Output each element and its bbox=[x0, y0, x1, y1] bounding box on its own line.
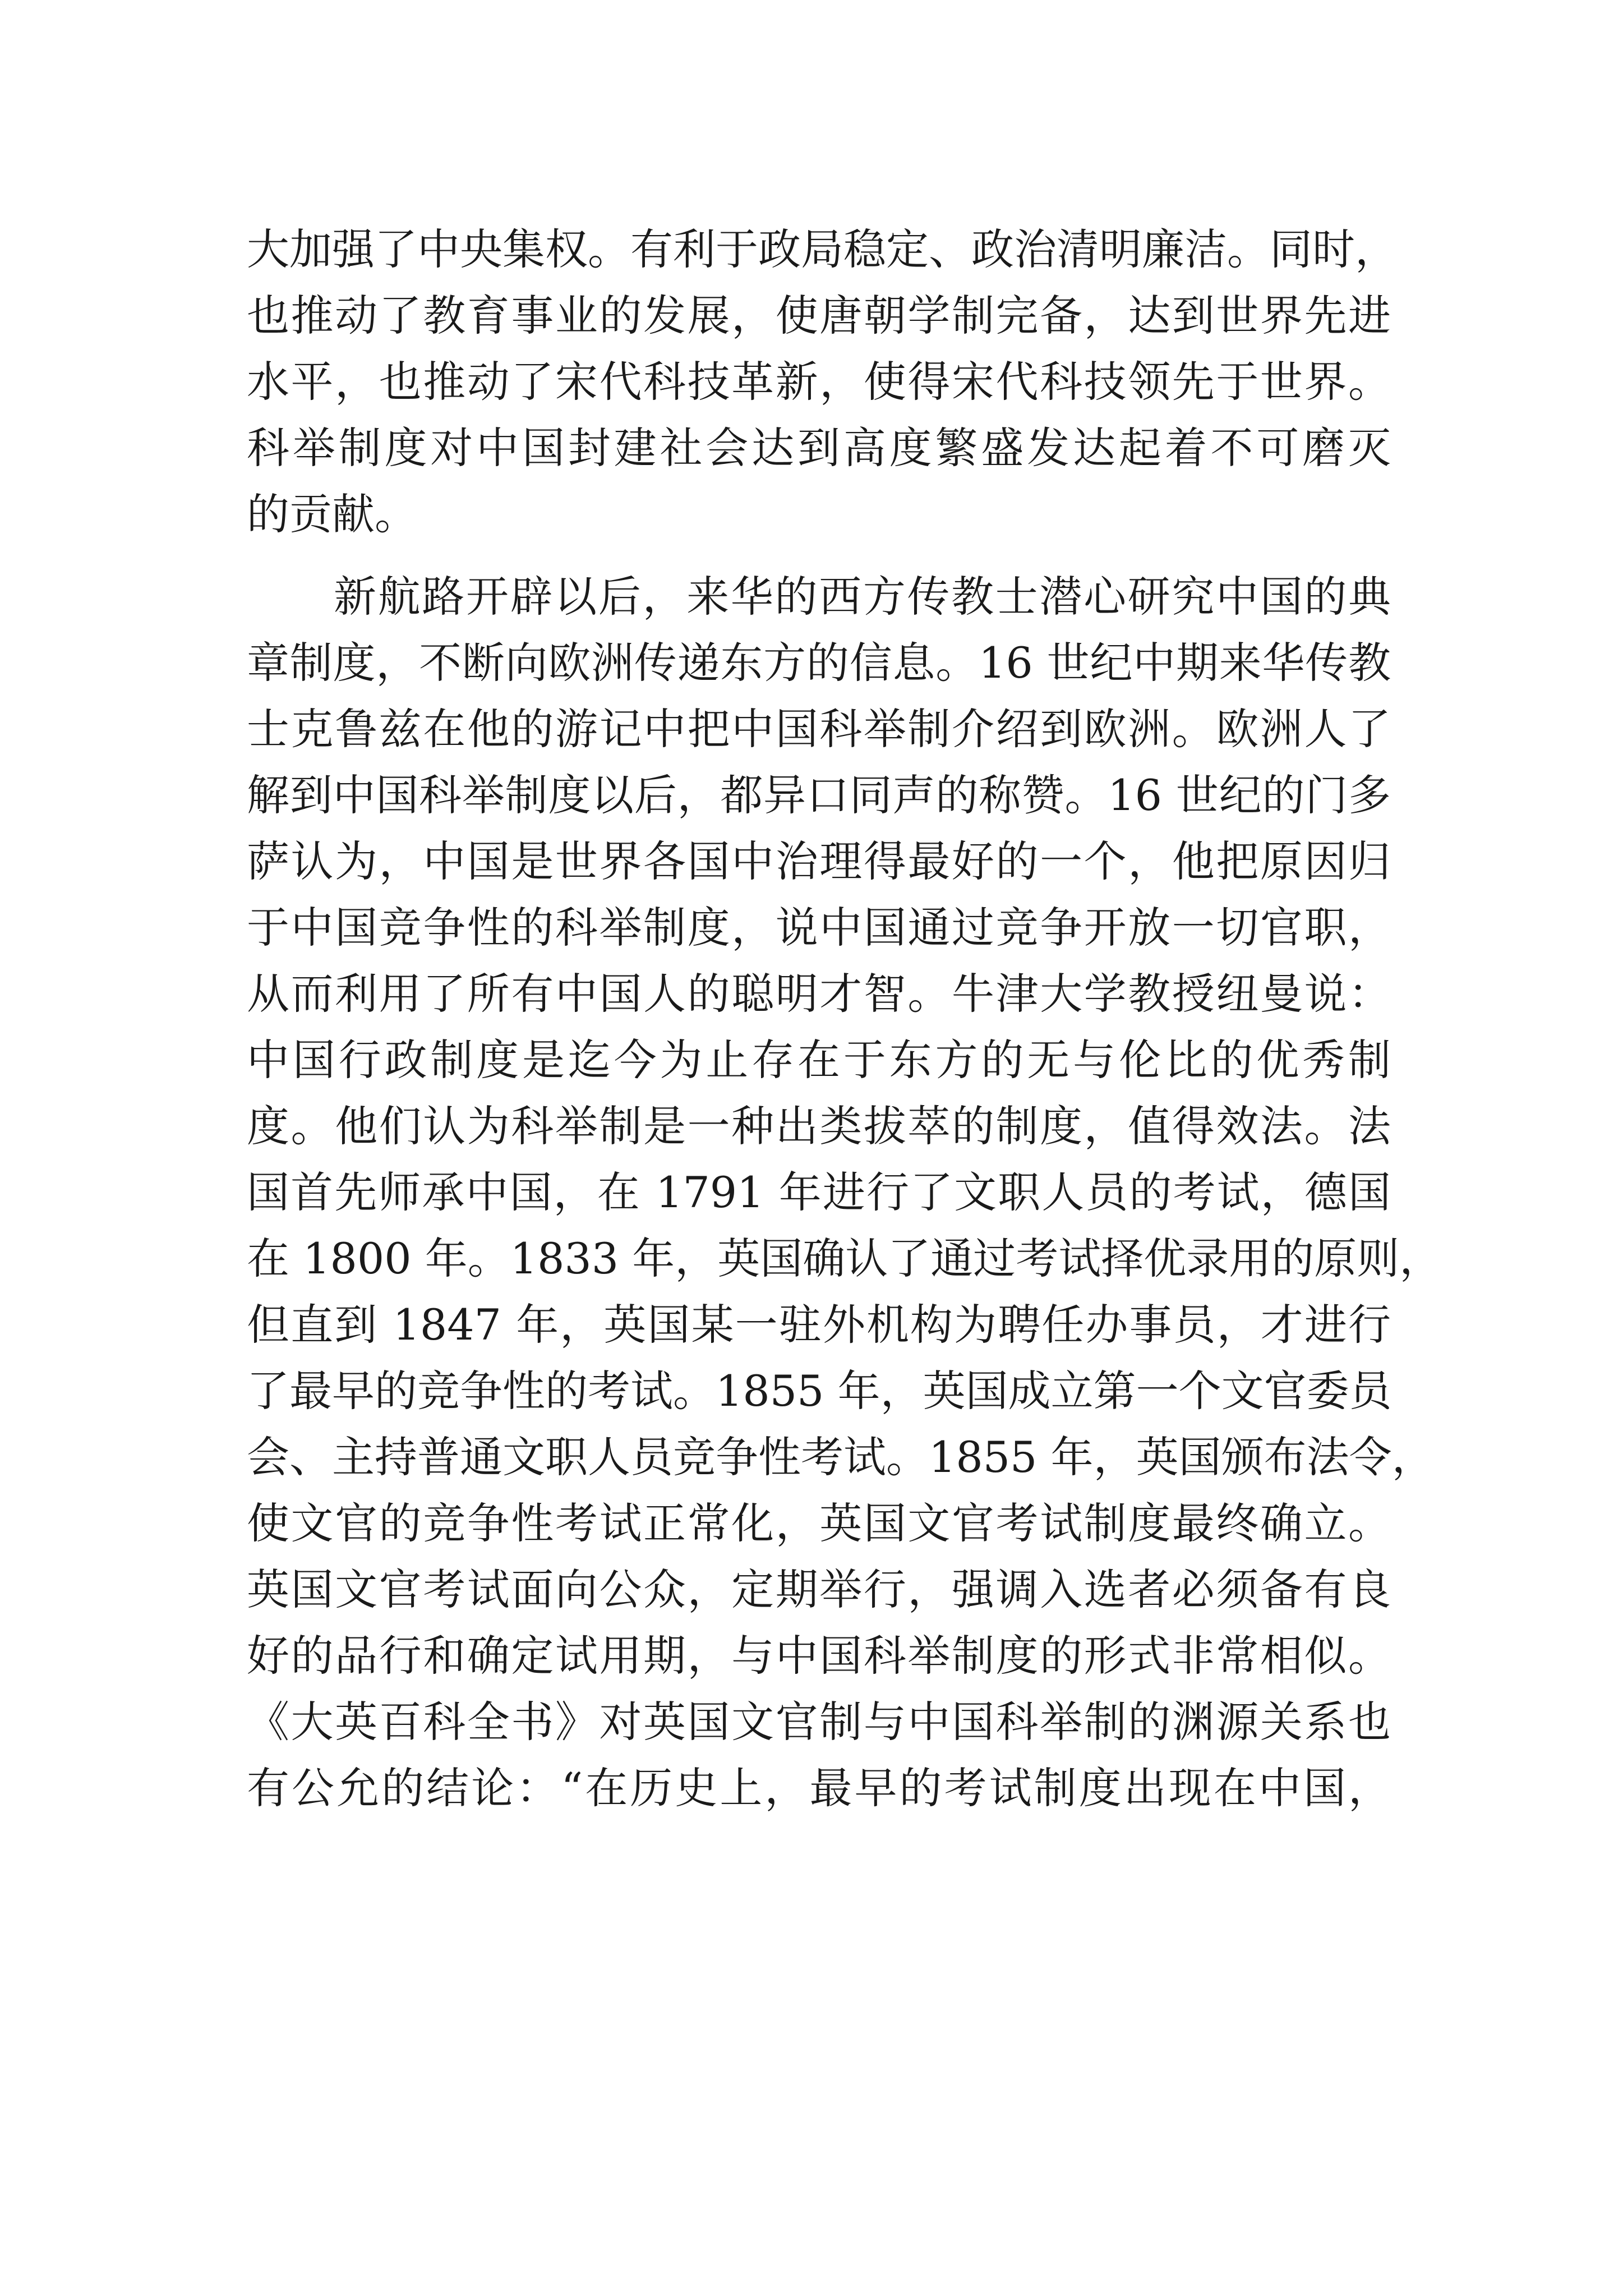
paragraph-2-line-17: 好的品行和确定试用期，与中国科举制度的形式非常相似。 bbox=[247, 1631, 1391, 1681]
paragraph-2-line-13: 了最早的竞争性的考试。1855 年，英国成立第一个文官委员 bbox=[247, 1366, 1392, 1416]
paragraph-2-line-4: 解到中国科举制度以后，都异口同声的称赞。16 世纪的门多 bbox=[247, 770, 1391, 820]
paragraph-2-line-6: 于中国竞争性的科举制度，说中国通过竞争开放一切官职， bbox=[247, 903, 1391, 953]
paragraph-2-line-10: 国首先师承中国，在 1791 年进行了文职人员的考试，德国 bbox=[247, 1167, 1391, 1217]
paragraph-2-line-12: 但直到 1847 年，英国某一驻外机构为聘任办事员，才进行 bbox=[247, 1300, 1391, 1350]
paragraph-2-line-7: 从而利用了所有中国人的聪明才智。牛津大学教授纽曼说： bbox=[247, 969, 1391, 1019]
paragraph-1-line-1: 大加强了中央集权。有利于政局稳定、政治清明廉洁。同时， bbox=[247, 224, 1398, 274]
paragraph-2-line-16: 英国文官考试面向公众，定期举行，强调入选者必须备有良 bbox=[247, 1565, 1391, 1614]
paragraph-2-line-8: 中国行政制度是迄今为止存在于东方的无与伦比的优秀制 bbox=[247, 1035, 1391, 1085]
paragraph-2-line-14: 会、主持普通文职人员竞争性考试。1855 年，英国颁布法令， bbox=[247, 1432, 1435, 1482]
paragraph-2-line-1: 新航路开辟以后，来华的西方传教士潜心研究中国的典 bbox=[334, 572, 1391, 622]
paragraph-2-line-3: 士克鲁兹在他的游记中把中国科举制介绍到欧洲。欧洲人了 bbox=[247, 704, 1391, 754]
paragraph-2-line-11: 在 1800 年。1833 年，英国确认了通过考试择优录用的原则， bbox=[247, 1234, 1442, 1283]
paragraph-1-line-4: 科举制度对中国封建社会达到高度繁盛发达起着不可磨灭 bbox=[247, 423, 1391, 473]
paragraph-2-line-19: 有公允的结论：“在历史上，最早的考试制度出现在中国， bbox=[247, 1763, 1391, 1813]
paragraph-2-line-9: 度。他们认为科举制是一种出类拔萃的制度，值得效法。法 bbox=[247, 1101, 1391, 1151]
paragraph-2-line-18: 《大英百科全书》对英国文官制与中国科举制的渊源关系也 bbox=[247, 1697, 1391, 1747]
paragraph-2-line-5: 萨认为，中国是世界各国中治理得最好的一个，他把原因归 bbox=[247, 836, 1391, 886]
paragraph-2-line-2: 章制度，不断向欧洲传递东方的信息。16 世纪中期来华传教 bbox=[247, 638, 1391, 688]
paragraph-1-line-3: 水平，也推动了宋代科技革新，使得宋代科技领先于世界。 bbox=[247, 357, 1391, 407]
paragraph-1-line-2: 也推动了教育事业的发展，使唐朝学制完备，达到世界先进 bbox=[247, 291, 1391, 341]
paragraph-1-line-5: 的贡献。 bbox=[247, 489, 417, 539]
paragraph-2-line-15: 使文官的竞争性考试正常化，英国文官考试制度最终确立。 bbox=[247, 1498, 1391, 1548]
